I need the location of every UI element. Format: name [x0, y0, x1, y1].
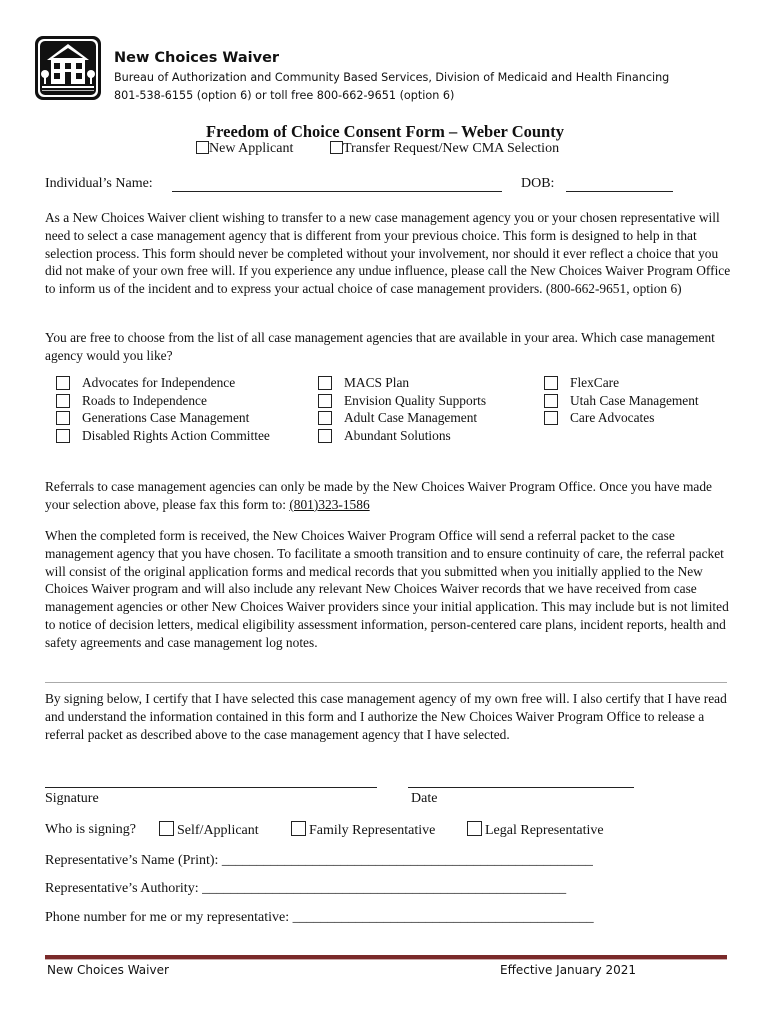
- agency-option[interactable]: [544, 409, 699, 427]
- agency-option[interactable]: [318, 409, 486, 427]
- agency-checkbox[interactable]: [318, 394, 332, 408]
- agency-column-2: [318, 374, 486, 444]
- phone-label: Phone number for me or my representative:: [45, 910, 293, 925]
- agency-option[interactable]: [56, 392, 270, 410]
- certify-paragraph: By signing below, I certify that I have selected this case management agency of my own free will. I also certify that I have read and understand the information contained in this form and I authorize the New Choices Waiver Program Office to release a referral packet as described above to the case management agency that I have selected.: [45, 691, 727, 742]
- transfer-label: Transfer Request/New CMA Selection: [343, 141, 560, 156]
- intro-paragraph: As a New Choices Waiver client wishing to transfer to a new case management agency you or your chosen representative will need to select a case management agency that is different from your previous choice. This form is designed to help in that selection process. This form should never be completed without your involvement, nor should it ever reflect a choice that you did not make of your own free will. If you experience any undue influence, please call the New Choices Waiver Program Office to inform us of the incident and to express your actual choice of case management providers. (800-662-9651, option 6): [45, 210, 731, 297]
- agency-option[interactable]: [544, 374, 699, 392]
- agency-label: Envision Quality Supports: [344, 392, 487, 408]
- agency-checkbox[interactable]: [56, 411, 70, 425]
- agency-label: Generations Case Management: [82, 410, 250, 426]
- date-label: Date: [411, 791, 438, 806]
- agency-label: Adult Case Management: [344, 410, 478, 426]
- rep-name-label: Representative’s Name (Print):: [45, 853, 222, 868]
- rep-name-blank-2: ____________: [508, 853, 593, 868]
- agency-checkbox[interactable]: [544, 394, 558, 408]
- agency-option[interactable]: [56, 374, 270, 392]
- phone-row[interactable]: [45, 910, 594, 926]
- self-label: Self/Applicant: [177, 823, 259, 838]
- family-checkbox[interactable]: [291, 821, 306, 836]
- legal-checkbox[interactable]: [467, 821, 482, 836]
- agency-column-1: [56, 374, 270, 444]
- rep-name-blank: _________________________________________: [221, 853, 509, 868]
- who-signing-row: [45, 822, 136, 838]
- agency-checkbox[interactable]: [318, 411, 332, 425]
- section-divider: [45, 682, 727, 683]
- rep-name-row[interactable]: [45, 853, 593, 869]
- self-checkbox[interactable]: [159, 821, 174, 836]
- agency-checkbox[interactable]: [544, 376, 558, 390]
- agency-checkbox[interactable]: [318, 376, 332, 390]
- agency-option[interactable]: [318, 374, 486, 392]
- rep-authority-label: Representative’s Authority:: [45, 881, 203, 896]
- agency-checkbox[interactable]: [56, 394, 70, 408]
- agency-checkbox[interactable]: [544, 411, 558, 425]
- agency-option[interactable]: [318, 427, 486, 445]
- agency-label: Disabled Rights Action Committee: [82, 427, 270, 443]
- packet-paragraph: When the completed form is received, the New Choices Waiver Program Office will send a referral packet to the case management agency that you have chosen. To facilitate a smooth transition and to ensure continuity of care, the referral packet will consist of the original application forms and medical records that you submitted when you initially applied to the New Choices Waiver program and will also include any relevant New Choices Waiver records that we have received from case management agencies or other New Choices Waiver providers since your initial application. This may include but is not limited to notice of decision letters, medical eligibility assessment information, person-centered care plans, incident reports, health and safety agreements and case management log notes.: [45, 528, 729, 650]
- individual-name-label: Individual’s Name:: [45, 176, 153, 191]
- agency-label: MACS Plan: [344, 375, 410, 390]
- house-logo-icon: [35, 36, 101, 100]
- org-phone: 801-538-6155 (option 6) or toll free 800-662-9651 (option 6): [114, 89, 455, 102]
- new-applicant-label: New Applicant: [209, 141, 294, 156]
- rep-authority-blank: ____________________________________________________: [202, 881, 567, 896]
- agency-option[interactable]: [56, 427, 270, 445]
- dob-label: DOB:: [521, 176, 555, 191]
- family-option[interactable]: [291, 821, 435, 839]
- who-signing-label: Who is signing?: [45, 822, 136, 837]
- option-transfer[interactable]: [330, 141, 559, 157]
- referral-paragraph: [45, 478, 735, 514]
- agency-label: Advocates for Independence: [82, 375, 236, 390]
- agency-option[interactable]: [56, 409, 270, 427]
- agency-checkbox[interactable]: [56, 376, 70, 390]
- dob-field[interactable]: [566, 191, 673, 192]
- agency-option[interactable]: [544, 392, 699, 410]
- org-subtitle: Bureau of Authorization and Community Based Services, Division of Medicaid and Health Financing: [114, 71, 670, 84]
- legal-label: Legal Representative: [485, 823, 604, 838]
- rep-authority-row[interactable]: [45, 881, 566, 897]
- form-title: Freedom of Choice Consent Form – Weber County: [206, 122, 564, 141]
- referral-text: Referrals to case management agencies can only be made by the New Choices Waiver Program Office. Once you have made your selection above, please fax this form to:: [45, 479, 712, 512]
- legal-option[interactable]: [467, 821, 604, 839]
- choose-paragraph: You are free to choose from the list of all case management agencies that are available in your area. Which case management agency would you like?: [45, 330, 715, 363]
- family-label: Family Representative: [309, 823, 436, 838]
- signature-label: Signature: [45, 791, 99, 806]
- agency-label: Care Advocates: [570, 410, 655, 426]
- agency-label: Roads to Independence: [82, 392, 207, 408]
- agency-label: FlexCare: [570, 375, 620, 390]
- phone-blank: ___________________________________________: [292, 910, 594, 925]
- agency-column-3: [544, 374, 699, 427]
- individual-name-field[interactable]: [172, 191, 502, 192]
- agency-checkbox[interactable]: [318, 429, 332, 443]
- fax-number: (801)323-1586: [289, 496, 370, 512]
- new-applicant-checkbox[interactable]: [196, 141, 209, 154]
- option-new-applicant[interactable]: [196, 141, 293, 157]
- date-field[interactable]: [408, 787, 634, 788]
- agency-label: Utah Case Management: [570, 392, 699, 408]
- agency-checkbox[interactable]: [56, 429, 70, 443]
- agency-label: Abundant Solutions: [344, 427, 451, 443]
- footer-left: New Choices Waiver: [47, 963, 169, 977]
- signature-field[interactable]: [45, 787, 377, 788]
- footer-right: Effective January 2021: [500, 963, 637, 977]
- agency-option[interactable]: [318, 392, 486, 410]
- footer-rule: [45, 955, 727, 960]
- self-option[interactable]: [159, 821, 259, 839]
- org-name: New Choices Waiver: [114, 50, 280, 66]
- transfer-checkbox[interactable]: [330, 141, 343, 154]
